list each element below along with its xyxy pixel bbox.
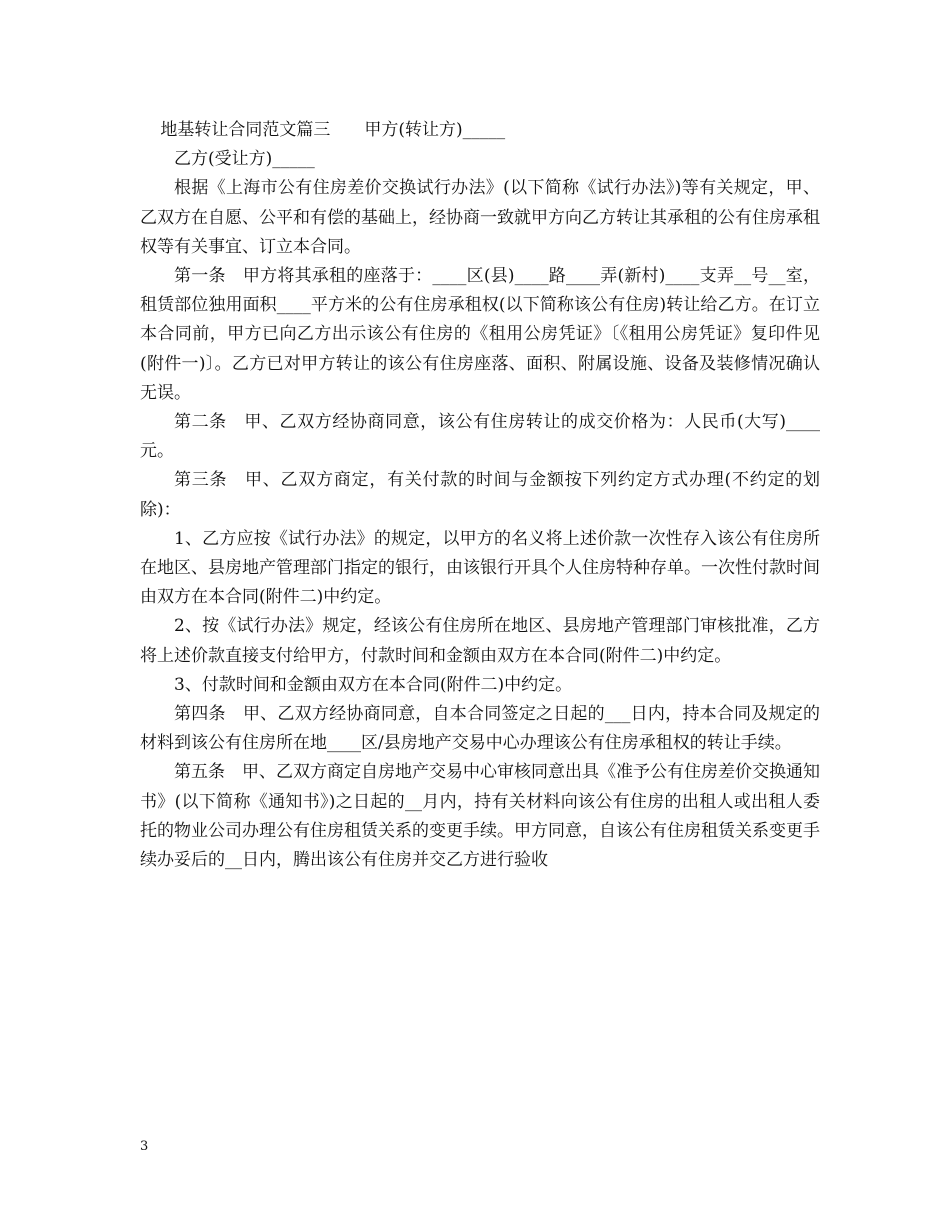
- article-4-paragraph: 第四条 甲、乙双方经协商同意，自本合同签定之日起的___日内，持本合同及规定的材料到该公有住房所在地____区/县房地产交易中心办理该公有住房承租权的转让手续。: [140, 704, 820, 754]
- article-1-paragraph: 第一条 甲方将其承租的座落于：____区(县)____路____弄(新村)____支弄__号__室，租赁部位独用面积____平方米的公有住房承租权(以下简称该公有住房)转让给乙方。在订立本合同前，甲方已向乙方出示该公有住房的《租用公房凭证》〔《租用公房凭证》复印件见(附件一)〕。乙方已对甲方转让的该公有住房座落、面积、附属设施、设备及装修情况确认无误。: [140, 266, 820, 403]
- article-2-paragraph: 第二条 甲、乙双方经协商同意，该公有住房转让的成交价格为：人民币(大写)____元。: [140, 412, 820, 462]
- contract-title-line: 地基转让合同范文篇三 甲方(转让方)_____: [160, 120, 506, 140]
- contract-body: [140, 116, 820, 875]
- article-5-paragraph: 第五条 甲、乙双方商定自房地产交易中心审核同意出具《准予公有住房差价交换通知书》(以下简称《通知书》)之日起的__月内，持有关材料向该公有住房的出租人或出租人委托的物业公司办理公有住房租赁关系的变更手续。甲方同意，自该公有住房租赁关系变更手续办妥后的__日内，腾出该公有住房并交乙方进行验收: [140, 762, 820, 871]
- preamble-paragraph: 根据《上海市公有住房差价交换试行办法》(以下简称《试行办法》)等有关规定，甲、乙双方在自愿、公平和有偿的基础上，经协商一致就甲方向乙方转让其承租的公有住房承租权等有关事宜、订立本合同。: [140, 178, 820, 257]
- article-3-item-1: 1、乙方应按《试行办法》的规定，以甲方的名义将上述价款一次性存入该公有住房所在地区、县房地产管理部门指定的银行，由该银行开具个人住房特种存单。一次性付款时间由双方在本合同(附件二)中约定。: [140, 528, 820, 608]
- page-number: 3: [140, 1139, 149, 1154]
- article-3-paragraph: 第三条 甲、乙双方商定，有关付款的时间与金额按下列约定方式办理(不约定的划除)：: [140, 470, 820, 520]
- party-b-line: 乙方(受让方)_____: [174, 149, 315, 170]
- article-3-item-3: 3、付款时间和金额由双方在本合同(附件二)中约定。: [174, 674, 573, 695]
- article-3-item-2: 2、按《试行办法》规定，经该公有住房所在地区、县房地产管理部门审核批准，乙方将上述价款直接支付给甲方，付款时间和金额由双方在本合同(附件二)中约定。: [140, 616, 820, 666]
